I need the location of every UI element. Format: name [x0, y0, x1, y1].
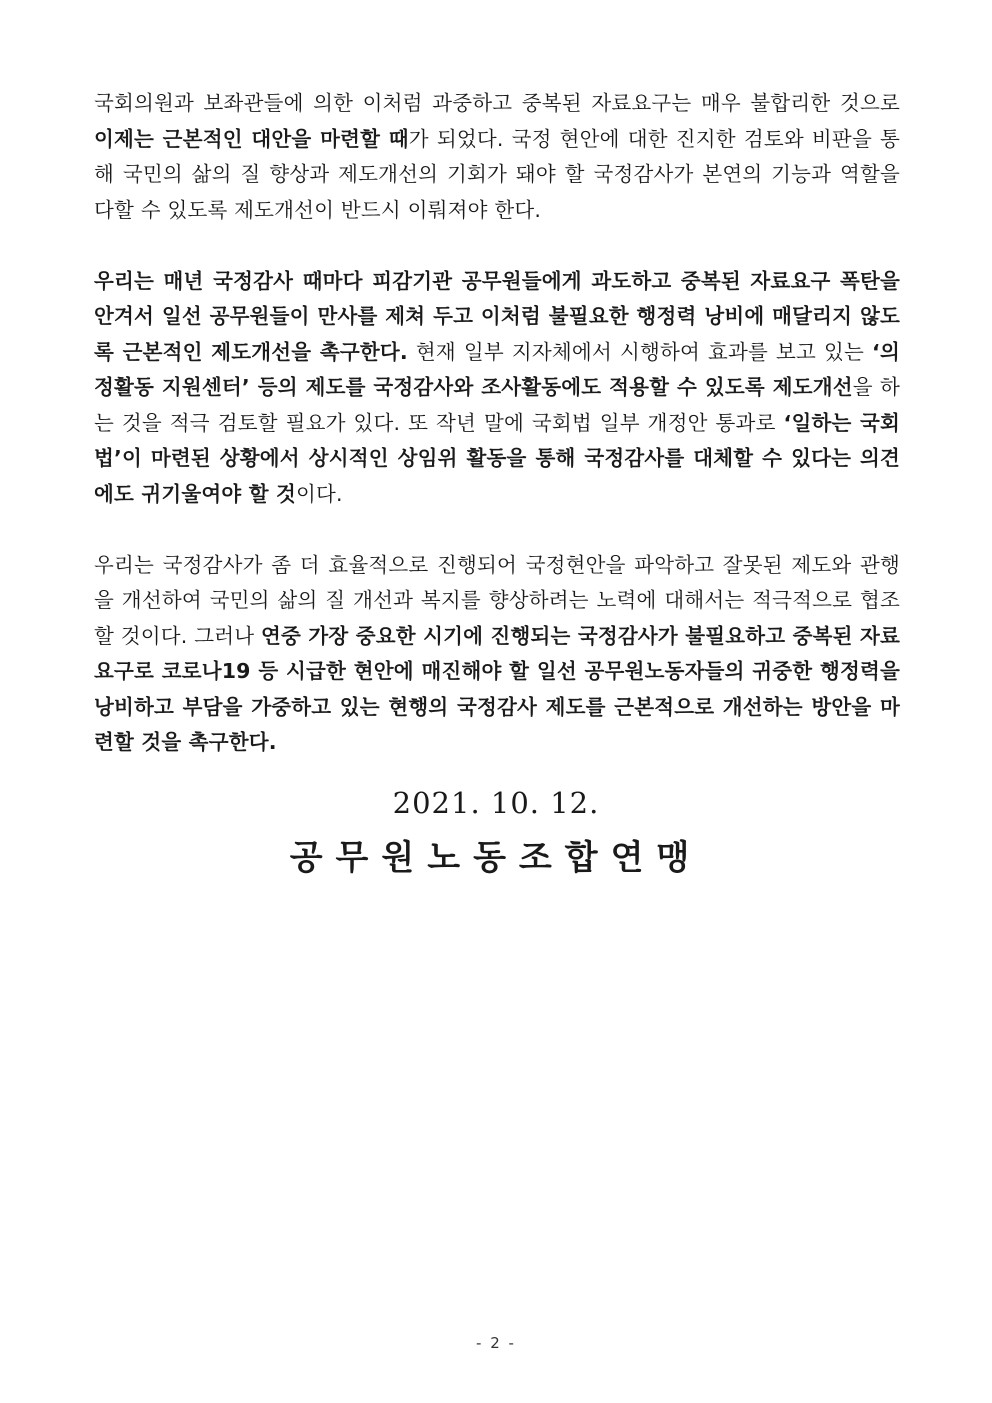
- paragraph-2: [94, 264, 900, 513]
- page-number: - 2 -: [476, 1334, 516, 1352]
- body-text: 현재 일부 지자체에서 시행하여 효과를 보고 있는: [407, 339, 872, 364]
- emphasized-text: ‘의정활동 지원센터’ 등의 제도를 국정감사와 조사활동에도 적용할 수 있도록 제도개선: [94, 339, 900, 399]
- emphasized-text: ‘일하는 국회법’이 마련된 상황에서 상시적인 상임위 활동을 통해 국정감사를 대체할 수 있다는 의견에도 귀기울여야 할 것: [94, 410, 900, 506]
- body-text: 우리는 국정감사가 좀 더 효율적으로 진행되어 국정현안을 파악하고 잘못된 제도와 관행을 개선하여 국민의 삶의 질 개선과 복지를 향상하려는 노력에 대해서는 적극적으로 협조할 것이다. 그러나: [94, 552, 900, 648]
- body-text: 가 되었다. 국정 현안에 대한 진지한 검토와 비판을 통해 국민의 삶의 질 향상과 제도개선의 기회가 돼야 할 국정감사가 본연의 기능과 역할을 다할 수 있도록 제도개선이 반드시 이뤄져야 한다.: [94, 126, 901, 222]
- body-text: 이다.: [296, 481, 343, 506]
- emphasized-text: 연중 가장 중요한 시기에 진행되는 국정감사가 불필요하고 중복된 자료 요구로 코로나19 등 시급한 현안에 매진해야 할 일선 공무원노동자들의 귀중한 행정력을 낭비하고 부담을 가중하고 있는 현행의 국정감사 제도를 근본적으로 개선하는 방안을 마련할 것을 촉구한다.: [94, 623, 901, 754]
- organization-name: 공무원노동조합연맹: [289, 838, 703, 878]
- body-text: 국회의원과 보좌관들에 의한 이처럼 과중하고 중복된 자료요구는 매우 불합리한 것으로: [94, 91, 900, 115]
- paragraph-3: [94, 548, 900, 761]
- paragraph-1: [94, 86, 900, 228]
- body-text: 을 하는 것을 적극 검토할 필요가 있다. 또 작년 말에 국회법 일부 개정안 통과로: [94, 375, 900, 435]
- emphasized-text: 이제는 근본적인 대안을 마련할 때: [94, 126, 409, 151]
- document-body: [94, 86, 900, 761]
- emphasized-text: 우리는 매년 국정감사 때마다 피감기관 공무원들에게 과도하고 중복된 자료요구 폭탄을 안겨서 일선 공무원들이 만사를 제쳐 두고 이처럼 불필요한 행정력 낭비에 매달리지 않도록 근본적인 제도개선을 촉구한다.: [94, 268, 900, 364]
- statement-date: 2021. 10. 12.: [392, 786, 600, 820]
